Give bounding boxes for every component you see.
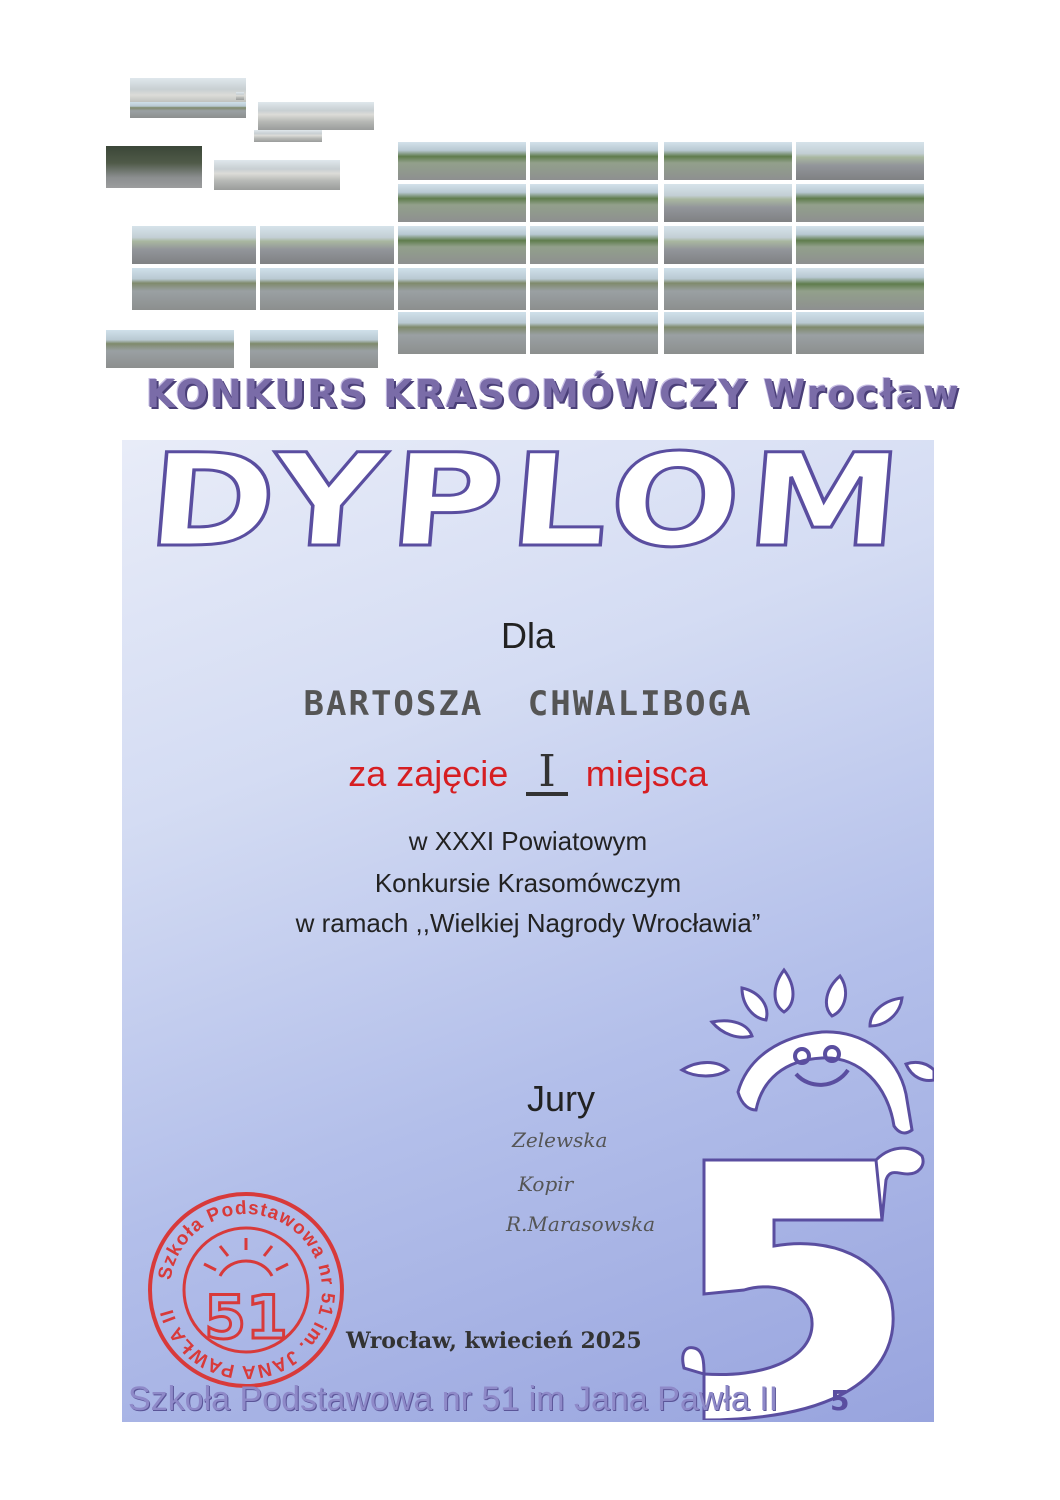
for-label: Dla bbox=[500, 615, 556, 656]
jury-signature: R.Marasowska bbox=[506, 1212, 656, 1236]
photo-tile bbox=[132, 226, 256, 264]
photo-tile bbox=[530, 142, 658, 180]
stamp-text: Szkoła Podstawowa nr 51 im. JANA PAWŁA II bbox=[154, 1197, 339, 1383]
photo-tile bbox=[214, 160, 340, 190]
photo-tile bbox=[664, 184, 792, 222]
photo-tile bbox=[106, 146, 202, 188]
school-number-logo bbox=[680, 1120, 934, 1420]
photo-tile bbox=[796, 268, 924, 310]
place-line bbox=[122, 746, 934, 797]
photo-tile bbox=[236, 92, 244, 100]
photo-tile bbox=[132, 268, 256, 310]
place-and-date: Wrocław, kwiecień 2025 bbox=[346, 1328, 642, 1354]
photo-tile bbox=[796, 226, 924, 264]
photo-tile bbox=[398, 312, 526, 354]
photo-tile bbox=[664, 312, 792, 354]
jury-signature: Kopir bbox=[518, 1172, 574, 1196]
photo-tile bbox=[260, 226, 394, 264]
school-name: Szkoła Podstawowa nr 51 im Jana Pawła II bbox=[128, 1380, 779, 1418]
photo-tile bbox=[796, 142, 924, 180]
contest-line-3: w ramach ,,Wielkiej Nagrody Wrocławia” bbox=[295, 908, 761, 938]
photo-tile bbox=[398, 268, 526, 310]
jury-signature: Zelewska bbox=[512, 1128, 608, 1152]
photo-tile bbox=[398, 142, 526, 180]
contest-title: KONKURS KRASOMÓWCZY Wrocław bbox=[146, 372, 961, 416]
photo-tile bbox=[664, 142, 792, 180]
place-value: I bbox=[526, 752, 567, 796]
photo-tile bbox=[398, 226, 526, 264]
photo-tile bbox=[530, 184, 658, 222]
photo-tile bbox=[106, 330, 234, 368]
recipient-name: BARTOSZA CHWALIBOGA bbox=[303, 684, 753, 724]
sun-logo-icon bbox=[672, 960, 934, 1140]
photo-tile bbox=[664, 226, 792, 264]
photo-tile bbox=[530, 312, 658, 354]
place-prefix: za zajęcie bbox=[348, 753, 509, 794]
photo-tile bbox=[796, 184, 924, 222]
photo-tile bbox=[260, 268, 394, 310]
photo-tile bbox=[130, 102, 246, 118]
school-stamp bbox=[146, 1190, 346, 1390]
photo-tile bbox=[250, 330, 378, 368]
photo-tile bbox=[664, 268, 792, 310]
photo-tile bbox=[796, 312, 924, 354]
diploma-title: DYPLOM bbox=[142, 427, 914, 576]
photo-tile bbox=[530, 268, 658, 310]
place-suffix: miejsca bbox=[585, 753, 708, 794]
photo-tile bbox=[398, 184, 526, 222]
stamp-number: 51 bbox=[204, 1283, 288, 1353]
photo-tile bbox=[530, 226, 658, 264]
logo-number: 5 bbox=[830, 1384, 850, 1417]
photo-tile bbox=[258, 102, 374, 130]
photo-tile bbox=[254, 130, 322, 142]
contest-line-1: w XXXI Powiatowym bbox=[408, 826, 648, 856]
contest-line-2: Konkursie Krasomówczym bbox=[374, 868, 682, 898]
jury-label: Jury bbox=[527, 1078, 596, 1119]
